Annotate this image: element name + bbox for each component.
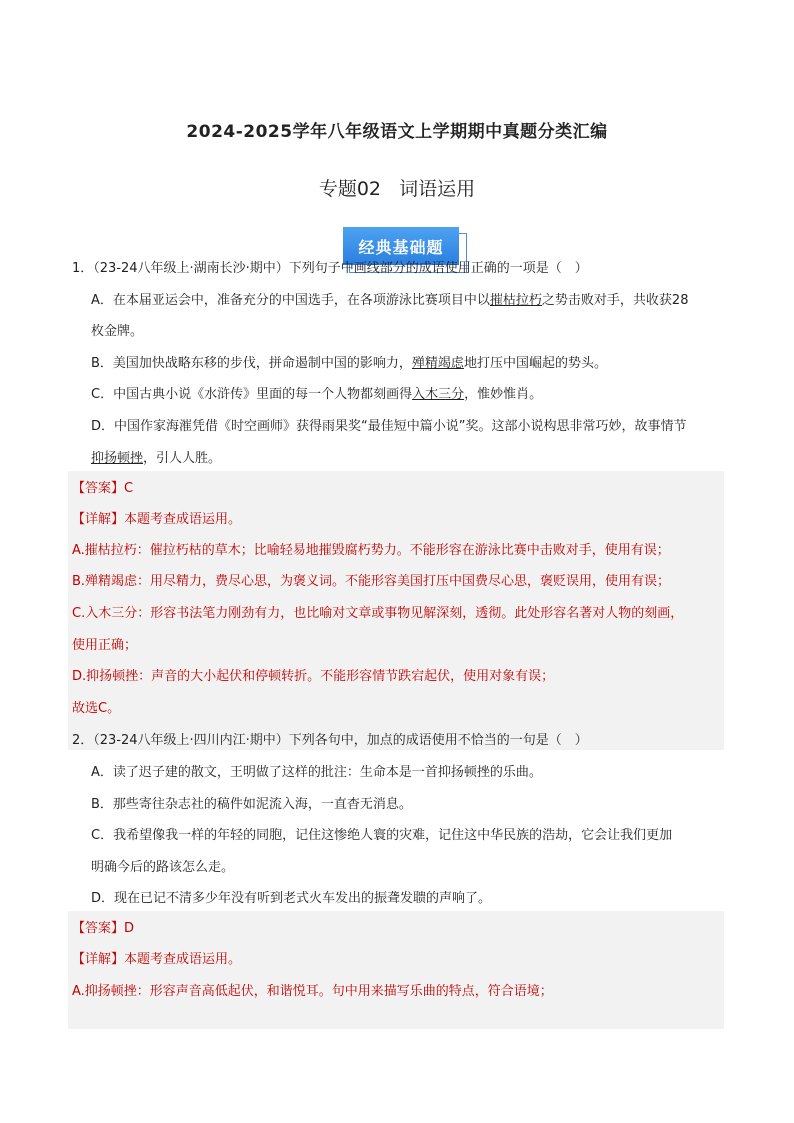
- answer-tag: 【答案】: [72, 481, 125, 496]
- q1-explain-a: A.摧枯拉朽：催拉朽枯的草木；比喻轻易地摧毁腐朽势力。不能形容在游泳比赛中击败对手，使用有误；: [72, 543, 670, 558]
- q2-option-b: B．那些寄往杂志社的稿件如泥流入海，一直杳无消息。: [91, 797, 412, 812]
- q2-answer: [72, 919, 134, 939]
- q1-option-b-underlined: 殚精竭虑: [411, 356, 464, 371]
- q1-option-d-cont: [91, 449, 221, 469]
- answer-value: D: [124, 921, 135, 936]
- conclusion-text: 故选: [72, 701, 99, 716]
- q1-option-d-text-end: ，引人人胜。: [143, 451, 222, 466]
- q2-option-a: A．读了迟子建的散文，王明做了这样的批注：生命本是一首抑扬顿挫的乐曲。: [91, 765, 542, 780]
- q2-option-d: D．现在已记不清多少年没有听到老式火车发出的振聋发聩的声响了。: [91, 891, 492, 906]
- badge-label: 经典基础题: [343, 227, 459, 265]
- conclusion-answer: C: [98, 701, 108, 716]
- q1-explain-d: D.抑扬顿挫：声音的大小起伏和停顿转折。不能形容情节跌宕起伏，使用对象有误；: [72, 669, 555, 684]
- q1-answer: [72, 479, 133, 499]
- detail-tag: 【详解】: [72, 512, 125, 527]
- answer-value: C: [124, 481, 134, 496]
- q1-option-d-underlined: 抑扬顿挫: [91, 451, 144, 466]
- detail-text: 本题考查成语运用。: [124, 512, 242, 527]
- q2-detail: [72, 950, 241, 970]
- q1-option-b: [91, 354, 607, 374]
- q1-conclusion: [72, 699, 120, 719]
- q1-option-a-cont: 枚金牌。: [91, 324, 144, 339]
- q1-explain-c-cont: 使用正确；: [72, 638, 138, 653]
- q2-explain-a: A.抑扬顿挫：形容声音高低起伏，和谐悦耳。句中用来描写乐曲的特点，符合语境；: [72, 984, 553, 999]
- q1-option-c: [91, 385, 542, 405]
- answer-tag: 【答案】: [72, 921, 125, 936]
- q1-explain-b: B.殚精竭虑：用尽精力，费尽心思，为褒义词。不能形容美国打压中国费尽心思，褒贬误用，使用有误；: [72, 574, 671, 589]
- question-1-stem: 1．（23-24八年级上·湖南长沙·期中）下列句子中画线部分的成语使用正确的一项是（ ）: [72, 261, 588, 276]
- q1-explain-c: C.入木三分：形容书法笔力刚劲有力，也比喻对文章或事物见解深刻，透彻。此处形容名著对人物的刻画，: [72, 606, 684, 621]
- q2-option-c: C．我希望像我一样的年轻的同胞，记住这惨绝人寰的灾难，记住这中华民族的浩劫，它会让我们更加: [91, 828, 673, 843]
- q1-option-c-underlined: 入木三分: [412, 387, 465, 402]
- conclusion-end: 。: [107, 701, 121, 716]
- q1-option-a-underlined: 摧枯拉朽: [489, 293, 542, 308]
- q1-option-d: D．中国作家海漼凭借《时空画师》获得雨果奖“最佳短中篇小说”奖。这部小说构思非常巧妙，故事情节: [91, 419, 687, 434]
- document-title: 2024-2025学年八年级语文上学期期中真题分类汇编: [186, 122, 608, 142]
- detail-text: 本题考查成语运用。: [124, 952, 242, 967]
- q2-option-c-cont: 明确今后的路该怎么走。: [91, 860, 235, 875]
- q1-option-a-text: A．在本届亚运会中，准备充分的中国选手，在各项游泳比赛项目中以: [91, 293, 490, 308]
- q1-option-a-text-end: 之势击败对手，共收获28: [541, 293, 689, 308]
- topic-title: 专题02 词语运用: [318, 178, 476, 200]
- q1-option-c-text-end: ，惟妙惟肖。: [464, 387, 543, 402]
- q1-option-b-text-end: 地打压中国崛起的势头。: [463, 356, 607, 371]
- q2-answer-panel: [68, 911, 724, 1029]
- detail-tag: 【详解】: [72, 952, 125, 967]
- question-2-stem: 2．（23-24八年级上·四川内江·期中）下列各句中，加点的成语使用不恰当的一句是（ ）: [72, 733, 588, 748]
- q1-option-b-text: B．美国加快战略东移的步伐，拼命遏制中国的影响力，: [91, 356, 412, 371]
- q1-detail: [72, 510, 241, 530]
- q1-option-c-text: C．中国古典小说《水浒传》里面的每一个人物都刻画得: [91, 387, 413, 402]
- q1-option-a: [91, 291, 688, 311]
